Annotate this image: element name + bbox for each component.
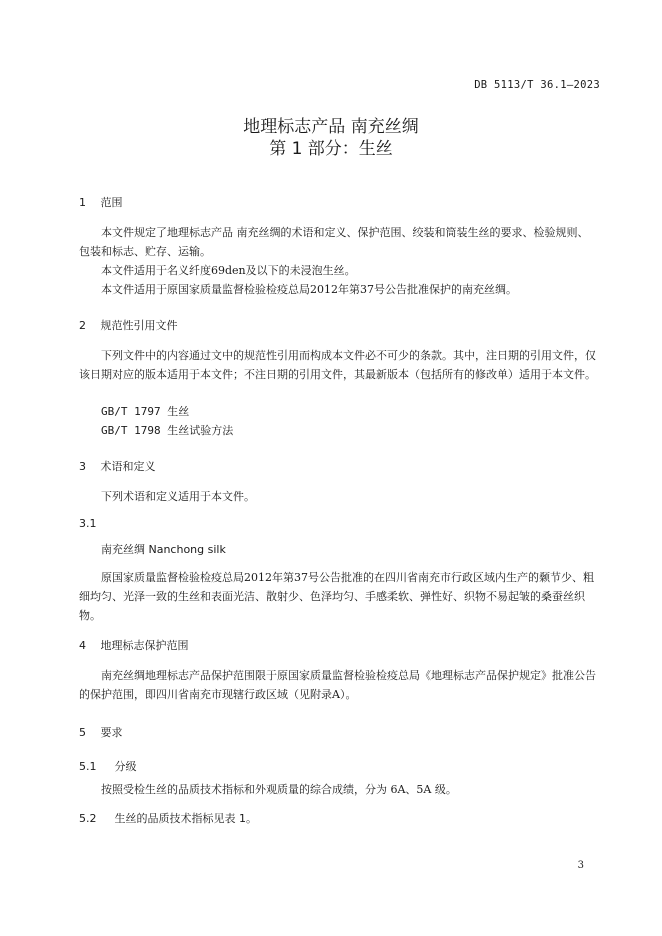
section-1-paragraph-1: 本文件规定了地理标志产品 南充丝绸的术语和定义、保护范围、绞装和筒装生丝的要求、检验规则、包装和标志、贮存、运输。	[79, 226, 589, 258]
subsection-5-1-paragraph: 按照受检生丝的品质技术指标和外观质量的综合成绩，分为 6A、5A 级。	[101, 783, 457, 796]
subsection-title: 生丝的品质技术指标见表 1。	[114, 812, 257, 825]
section-title: 要求	[100, 726, 123, 739]
section-1-paragraph-2: 本文件适用于名义纤度69den及以下的未浸泡生丝。	[101, 264, 356, 277]
page-number: 3	[577, 860, 584, 871]
subsection-5-2-heading	[79, 810, 257, 826]
subsection-number: 5.2	[79, 812, 97, 825]
section-3-heading	[79, 458, 156, 474]
document-number: DB 5113/T 36.1—2023	[474, 79, 600, 91]
section-number: 1	[79, 196, 86, 209]
section-title: 地理标志保护范围	[100, 639, 189, 652]
term-nanchong-silk: 南充丝绸 Nanchong silk	[101, 543, 226, 556]
section-title: 术语和定义	[100, 460, 156, 473]
section-2-paragraph-1: 下列文件中的内容通过文中的规范性引用而构成本文件必不可少的条款。其中，注日期的引用文件，仅该日期对应的版本适用于本文件；不注日期的引用文件，其最新版本（包括所有的修改单）适用于本文件。	[79, 349, 596, 381]
section-title: 规范性引用文件	[100, 319, 178, 332]
reference-gb-t-1797: GB/T 1797 生丝	[101, 405, 190, 418]
section-1-paragraph-3: 本文件适用于原国家质量监督检验检疫总局2012年第37号公告批准保护的南充丝绸。	[101, 283, 517, 296]
section-5-heading	[79, 724, 123, 740]
document-title: 地理标志产品 南充丝绸	[243, 117, 419, 137]
section-2-heading	[79, 317, 178, 333]
section-number: 2	[79, 319, 86, 332]
section-number: 4	[79, 639, 86, 652]
section-number: 3	[79, 460, 86, 473]
term-definition: 原国家质量监督检验检疫总局2012年第37号公告批准的在四川省南充市行政区域内生产的颡节少、粗细均匀、光泽一致的生丝和表面光洁、散射少、色泽均匀、手感柔软、弹性好、织物不易起皱的桑蚕丝织物。	[79, 571, 594, 622]
document-subtitle: 第 1 部分：生丝	[269, 139, 393, 159]
subsection-3-1-number: 3.1	[79, 517, 97, 530]
reference-gb-t-1798: GB/T 1798 生丝试验方法	[101, 424, 234, 437]
section-number: 5	[79, 726, 86, 739]
subsection-title: 分级	[114, 760, 137, 773]
subsection-5-1-heading	[79, 758, 137, 774]
section-1-heading	[79, 194, 123, 210]
section-title: 范围	[100, 196, 123, 209]
subsection-number: 5.1	[79, 760, 97, 773]
section-3-paragraph-1: 下列术语和定义适用于本文件。	[101, 490, 255, 503]
section-4-paragraph-1: 南充丝绸地理标志产品保护范围限于原国家质量监督检验检疫总局《地理标志产品保护规定》批准公告的保护范围，即四川省南充市现辖行政区域（见附录A）。	[79, 669, 596, 701]
section-4-heading	[79, 637, 189, 653]
